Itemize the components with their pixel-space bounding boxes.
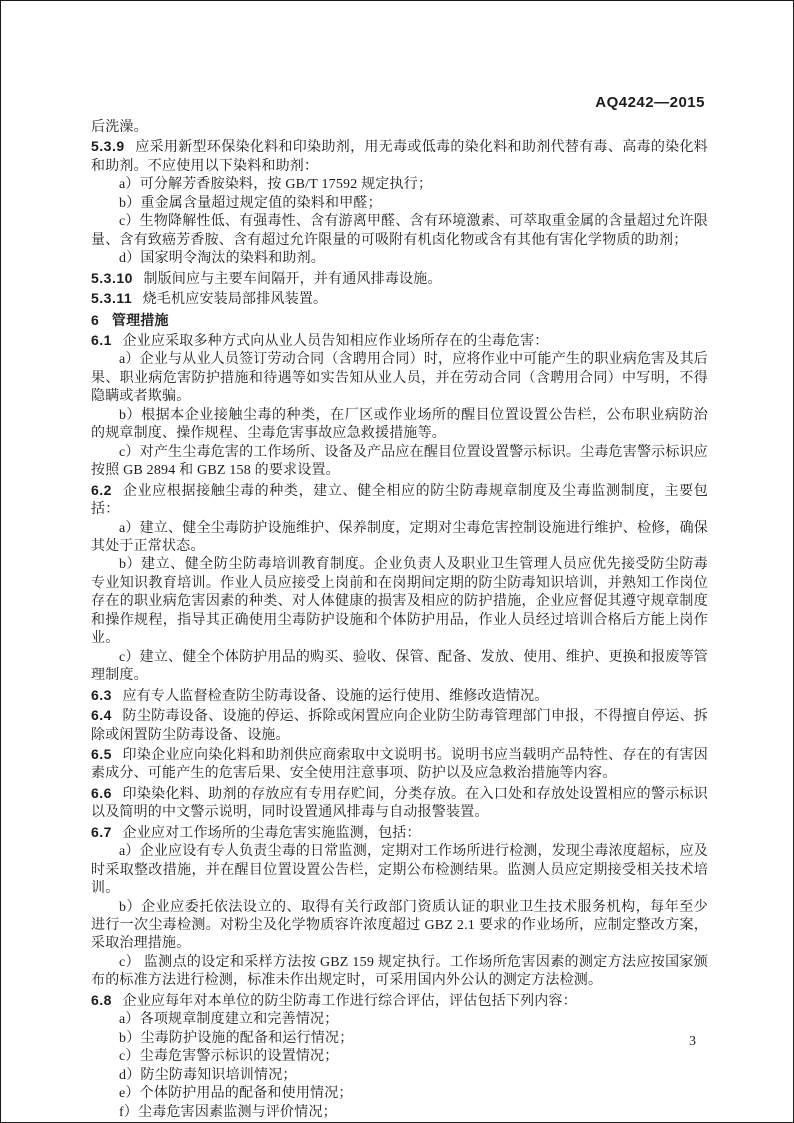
list-item-a: a）企业应设有专人负责尘毒的日常监测，定期对工作场所进行检测，发现尘毒浓度超标，应及时采取整改措施，并在醒目位置设置公告栏，定期公布检测结果。监测人员应定期接受相关技术培训。 — [91, 844, 708, 897]
list-item-c: c）建立、健全个体防护用品的购买、验收、保管、配备、发放、使用、维护、更换和报废等管理制度。 — [91, 649, 708, 684]
document-body — [91, 119, 708, 1122]
list-item-d: d）国家明令淘汰的染料和助剂。 — [119, 251, 325, 267]
list-item-b: b）根据本企业接触尘毒的种类，在厂区或作业场所的醒目位置设置公告栏，公布职业病防治的规章制度、操作规程、尘毒危害事故应急救援措施等。 — [91, 407, 708, 442]
list-item-b: b）建立、健全防尘防毒培训教育制度。企业负责人及职业卫生管理人员应优先接受防尘防毒专业知识教育培训。作业人员应接受上岗前和在岗期间定期的防尘防毒知识培训，并熟知工作岗位存在的职业病危害因素的种类、对人体健康的损害及相应的防护措施，企业应督促其遵守规章制度和操作规程，指导其正确使用尘毒防护设施和个体防护用品，作业人员经过培训合格后方能上岗作业。 — [91, 557, 708, 647]
clause-5-3-10 — [91, 269, 708, 289]
clause-number: 6.5 — [91, 745, 112, 762]
clause-text: 企业应每年对本单位的防尘防毒工作进行综合评估，评估包括下列内容： — [122, 993, 577, 1009]
page-number: 3 — [689, 1034, 696, 1049]
clause-text: 企业应采取多种方式向从业人员告知相应作业场所存在的尘毒危害： — [122, 333, 549, 349]
clause-6-8 — [91, 991, 708, 1011]
clause-text: 企业应对工作场所的尘毒危害实施监测，包括： — [122, 825, 421, 841]
clause-number: 6.7 — [91, 823, 112, 840]
clause-number: 5.3.11 — [91, 290, 133, 307]
clause-6-1 — [91, 331, 708, 351]
list-item-e: e）个体防护用品的配备和使用情况； — [119, 1086, 353, 1102]
list-item-a: a）各项规章制度建立和完善情况； — [119, 1012, 339, 1028]
clause-number: 6.2 — [91, 481, 112, 498]
list-item-b: b）尘毒防护设施的配备和运行情况； — [119, 1030, 354, 1046]
clause-text: 应有专人监督检查防尘防毒设备、设施的运行使用、维修改造情况。 — [122, 688, 549, 704]
clause-number: 5.3.9 — [91, 138, 125, 155]
clause-text: 印染企业应向染化料和助剂供应商索取中文说明书。说明书应当载明产品特性、存在的有害因素成分、可能产生的危害后果、安全使用注意事项、防护以及应急救治措施等内容。 — [91, 747, 708, 782]
clause-text: 印染染化料、助剂的存放应有专用存贮间，分类存放。在入口处和存放处设置相应的警示标识以及简明的中文警示说明，同时设置通风排毒与自动报警装置。 — [91, 786, 708, 821]
list-item-a: a）建立、健全尘毒防护设施维护、保养制度，定期对尘毒危害控制设施进行维护、检修，确保其处于正常状态。 — [91, 520, 708, 554]
clause-text: 制版间应与主要车间隔开，并有通风排毒设施。 — [143, 271, 442, 287]
list-item-c: c） 监测点的设定和采样方法按 GBZ 159 规定执行。工作场所危害因素的测定方法应按国家颁布的标准方法进行检测，标准未作出规定时，可采用国内外公认的测定方法检测。 — [91, 954, 708, 989]
clause-6-6 — [91, 784, 708, 823]
continuation-text: 后洗澡。 — [91, 120, 148, 135]
clause-number: 6.3 — [91, 686, 112, 703]
clause-number: 6.6 — [91, 784, 112, 801]
clause-number: 6.1 — [91, 331, 112, 348]
clause-text: 烧毛机应安装局部排风装置。 — [142, 292, 328, 308]
clause-5-3-11 — [91, 289, 708, 309]
list-item-d: d）防尘防毒知识培训情况； — [119, 1067, 297, 1083]
clause-6-2 — [91, 481, 708, 520]
clause-5-3-9 — [91, 137, 708, 176]
list-item-a: a）企业与从业人员签订劳动合同（含聘用合同）时，应将作业中可能产生的职业病危害及其后果、职业病危害防护措施和待遇等如实告知从业人员，并在劳动合同（含聘用合同）中写明，不得隐瞒或者欺骗。 — [91, 352, 708, 405]
list-item-c: c）对产生尘毒危害的工作场所、设备及产品应在醒目位置设置警示标识。尘毒危害警示标识应按照 GB 2894 和 GBZ 158 的要求设置。 — [91, 444, 708, 479]
section-title: 管理措施 — [111, 311, 169, 328]
list-item-a: a）可分解芳香胺染料，按 GB/T 17592 规定执行； — [119, 177, 433, 193]
clause-number: 6.4 — [91, 707, 112, 724]
clause-6-3 — [91, 686, 708, 706]
list-item-f: f）尘毒危害因素监测与评价情况； — [119, 1104, 337, 1120]
list-item-b: b）企业应委托依法设立的、取得有关行政部门资质认证的职业卫生技术服务机构，每年至少进行一次尘毒检测。对粉尘及化学物质容许浓度超过 GBZ 2.1 要求的作业场所，应制定整改方案，采取治理措施。 — [91, 899, 708, 952]
clause-number: 5.3.10 — [91, 269, 133, 286]
clause-6-7 — [91, 823, 708, 843]
clause-6-4 — [91, 706, 708, 745]
list-item-c: c）尘毒危害警示标识的设置情况； — [119, 1049, 339, 1065]
clause-text: 应采用新型环保染化料和印染助剂，用无毒或低毒的染化料和助剂代替有毒、高毒的染化料和助剂。不应使用以下染料和助剂： — [91, 140, 708, 174]
list-item-c: c）生物降解性低、有强毒性、含有游离甲醛、含有环境激素、可萃取重金属的含量超过允许限量、含有致癌芳香胺、含有超过允许限量的可吸附有机卤化物或含有其他有害化学物质的助剂； — [91, 214, 708, 248]
clause-number: 6.8 — [91, 991, 112, 1008]
list-item-b: b）重金属含量超过规定值的染料和甲醛； — [119, 195, 382, 211]
clause-text: 防尘防毒设备、设施的停运、拆除或闲置应向企业防尘防毒管理部门申报，不得擅自停运、拆除或闲置防尘防毒设备、设施。 — [91, 709, 708, 743]
clause-text: 企业应根据接触尘毒的种类，建立、健全相应的防尘防毒规章制度及尘毒监测制度，主要包括： — [91, 483, 708, 518]
clause-6-5 — [91, 745, 708, 784]
standard-code-header: AQ4242—2015 — [595, 94, 705, 111]
section-heading-6 — [91, 311, 708, 329]
section-number: 6 — [91, 311, 100, 328]
